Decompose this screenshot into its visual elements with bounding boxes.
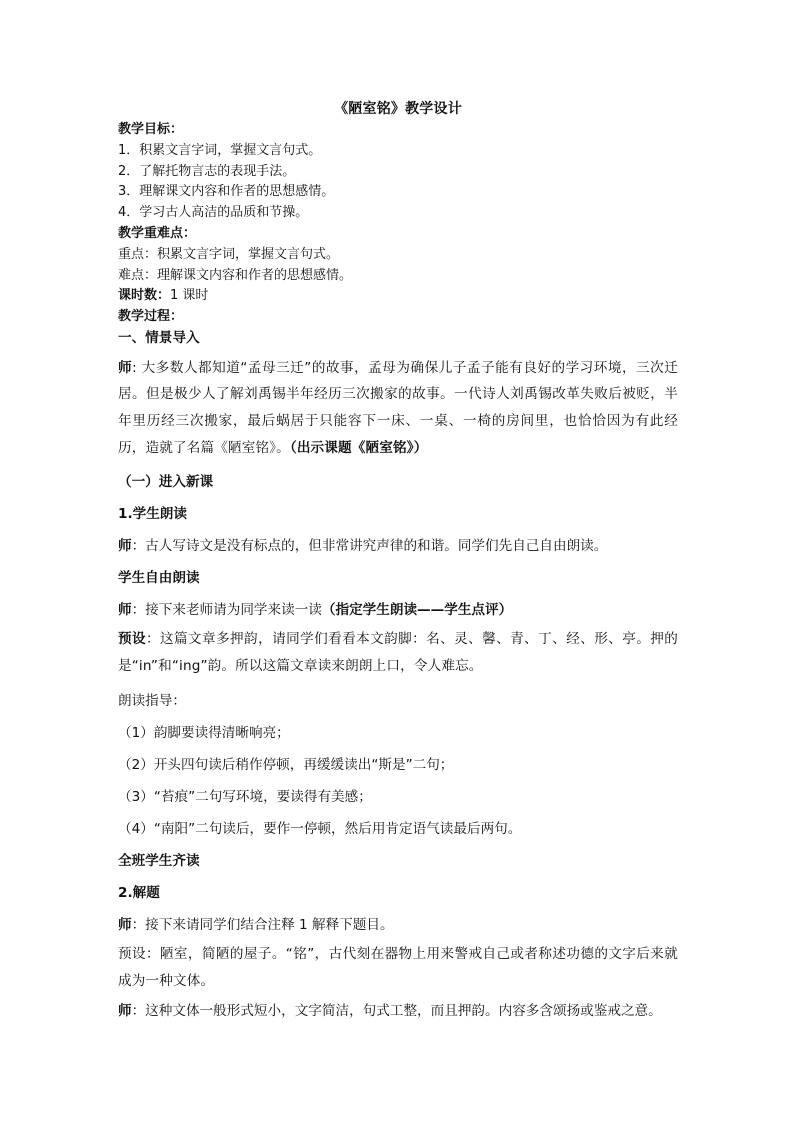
- hours-value: 1 课时: [170, 288, 209, 304]
- teacher-line: [118, 536, 678, 556]
- objective-item: 1．积累文言字词，掌握文言句式。: [118, 142, 322, 158]
- difficult-label: 难点：: [118, 267, 158, 283]
- preview-text: ：这篇文章多押韵，请同学们看看本文韵脚：名、灵、馨、青、丁、经、形、亭。押的是“in”和“ing”韵。所以这篇文章读来朗朗上口，令人难忘。: [118, 631, 678, 674]
- guide-heading: 朗读指导：: [118, 693, 186, 710]
- guide-item: （4）“南阳”二句读后，要作一停顿，然后用肯定语气读最后两句。: [118, 821, 522, 838]
- objective-item: 2．了解托物言志的表现手法。: [118, 163, 296, 179]
- section-heading: 一、情景导入: [118, 329, 200, 346]
- class-hours: [118, 286, 678, 307]
- teacher-bold-note: （指定学生朗读——学生点评）: [321, 602, 513, 619]
- guide-item: （3）“苔痕”二句写环境，要读得有美感；: [118, 789, 372, 806]
- teacher-label: 师: [118, 1002, 132, 1019]
- teacher-label: 师: [118, 359, 133, 376]
- step-heading: 2.解题: [118, 885, 160, 902]
- intro-paragraph: [118, 355, 678, 461]
- teacher-label: 师: [118, 538, 132, 555]
- intro-bold-note: （出示课题《陋室铭》）: [289, 439, 428, 456]
- teacher-line: [118, 915, 678, 935]
- keypoints-heading: 教学重难点：: [118, 225, 197, 241]
- hours-label: 课时数：: [118, 288, 171, 304]
- subsection-heading: （一）进入新课: [118, 474, 214, 491]
- all-read-heading: 全班学生齐读: [118, 853, 200, 870]
- teacher-text: ：这种文体一般形式短小，文字简洁，句式工整，而且押韵。内容多含颂扬或鉴戒之意。: [131, 1002, 662, 1019]
- intro-text: : 大多数人都知道“孟母三迁”的故事，孟母为确保儿子孟子能有良好的学习环境，三次迁居。但是极少人了解刘禹锡半年经历三次搬家的故事。一代诗人刘禹锡改革失败后被贬，半年里历经三次搬家，最后蜗居于只能容下一床、一桌、一椅的房间里，也恰恰因为有此经历，造就了名篇《陋室铭》。: [118, 359, 678, 456]
- objective-item: 4．学习古人高洁的品质和节操。: [118, 205, 309, 221]
- teacher-label: 师: [118, 602, 132, 619]
- difficult-text: 理解课文内容和作者的思想感情。: [157, 267, 353, 283]
- preview-paragraph: 预设：陋室，简陋的屋子。“铭”，古代刻在器物上用来警戒自己或者称述功德的文字后来就成为一种文体。: [118, 946, 678, 989]
- teacher-text: ：接下来老师请为同学来读一读: [131, 602, 322, 619]
- important-label: 重点：: [118, 246, 158, 262]
- preview-label: 预设: [118, 631, 147, 648]
- important-text: 积累文言字词，掌握文言句式。: [157, 246, 340, 262]
- teacher-line: [118, 1001, 678, 1021]
- teacher-label: 师: [118, 917, 132, 934]
- teacher-text: ：古人写诗文是没有标点的，但非常讲究声律的和谐。同学们先自己自由朗读。: [131, 538, 608, 555]
- objective-item: 3．理解课文内容和作者的思想感情。: [118, 184, 335, 200]
- document-title: 《陋室铭》教学设计: [334, 101, 462, 117]
- teacher-line: [118, 600, 678, 620]
- important-point: [118, 245, 678, 266]
- preview-paragraph: [118, 626, 678, 679]
- difficult-point: [118, 266, 678, 287]
- process-heading: 教学过程：: [118, 309, 184, 325]
- document-page: [118, 100, 678, 1021]
- objectives-heading: 教学目标：: [118, 122, 184, 137]
- guide-item: （2）开头四句读后稍作停顿，再缓缓读出“斯是”二句；: [118, 757, 454, 774]
- teacher-text: ：接下来请同学们结合注释 1 解释下题目。: [131, 917, 394, 934]
- guide-item: （1）韵脚要读得清晰响亮；: [118, 725, 290, 742]
- free-read-heading: 学生自由朗读: [118, 570, 200, 587]
- step-heading: 1.学生朗读: [118, 506, 187, 523]
